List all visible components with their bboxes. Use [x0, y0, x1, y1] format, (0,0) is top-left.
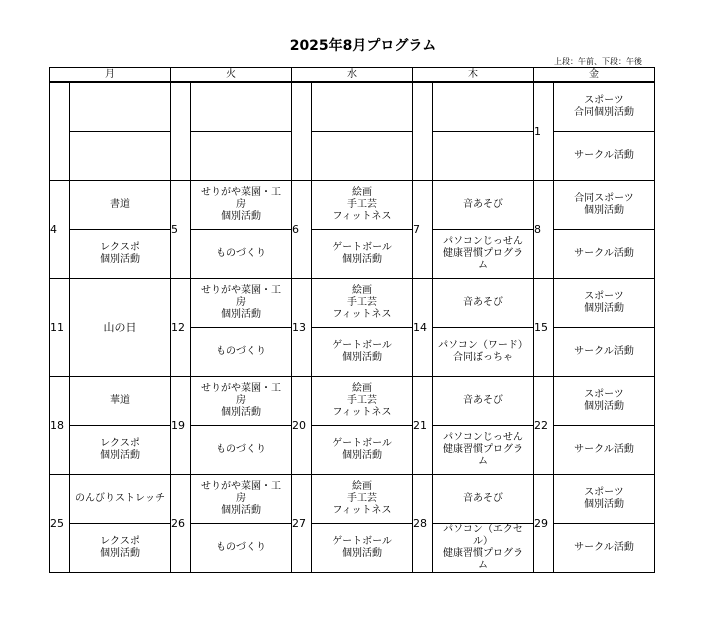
day-number: 27: [292, 475, 312, 573]
day-number: 28: [413, 475, 433, 573]
activity-pm-wed: ゲートボール 個別活動: [312, 230, 413, 279]
activity-am-tue: [191, 82, 292, 132]
activity-pm-thu: [433, 132, 534, 181]
weekday-header-tue: 火: [171, 68, 292, 83]
week-row-am: [50, 475, 655, 524]
week-row-pm: [50, 524, 655, 573]
day-number: 18: [50, 377, 70, 475]
activity-pm-fri: サークル活動: [554, 328, 655, 377]
activity-pm-fri: サークル活動: [554, 132, 655, 181]
activity-am-wed: 絵画 手工芸 フィットネス: [312, 377, 413, 426]
activity-am-fri: スポーツ 個別活動: [554, 279, 655, 328]
week-row-pm: [50, 230, 655, 279]
activity-am-fri: スポーツ 合同個別活動: [554, 82, 655, 132]
activity-am-thu: 音あそび: [433, 475, 534, 524]
day-number: 14: [413, 279, 433, 377]
day-number: 11: [50, 279, 70, 377]
day-number: 13: [292, 279, 312, 377]
weekday-header-thu: 木: [413, 68, 534, 83]
weekday-header-wed: 水: [292, 68, 413, 83]
page-title: 2025年8月プログラム: [289, 38, 437, 54]
activity-pm-thu: パソコンじっせん 健康習慣プログラ ム: [433, 426, 534, 475]
activity-pm-tue: ものづくり: [191, 230, 292, 279]
session-note: 上段：午前、下段：午後: [554, 57, 642, 66]
activity-pm-tue: ものづくり: [191, 426, 292, 475]
day-number: [50, 82, 70, 181]
day-number: 22: [534, 377, 554, 475]
day-number: 25: [50, 475, 70, 573]
week-row-am: [50, 279, 655, 328]
activity-am-fri: スポーツ 個別活動: [554, 377, 655, 426]
activity-am-tue: せりがや菜園・工 房 個別活動: [191, 181, 292, 230]
day-number: 5: [171, 181, 191, 279]
activity-am-fri: 合同スポーツ 個別活動: [554, 181, 655, 230]
day-number: 4: [50, 181, 70, 279]
week-row-pm: [50, 132, 655, 181]
activity-am-thu: [433, 82, 534, 132]
activity-am-tue: せりがや菜園・工 房 個別活動: [191, 475, 292, 524]
activity-pm-thu: パソコン（ワード） 合同ぼっちゃ: [433, 328, 534, 377]
day-number: [171, 82, 191, 181]
activity-am-wed: 絵画 手工芸 フィットネス: [312, 475, 413, 524]
activity-pm-wed: ゲートボール 個別活動: [312, 426, 413, 475]
activity-am-mon: のんびりストレッチ: [70, 475, 171, 524]
activity-am-mon: 華道: [70, 377, 171, 426]
activity-pm-wed: ゲートボール 個別活動: [312, 328, 413, 377]
activity-pm-fri: サークル活動: [554, 426, 655, 475]
week-row-pm: [50, 426, 655, 475]
activity-am-thu: 音あそび: [433, 377, 534, 426]
day-number: 21: [413, 377, 433, 475]
day-number: 8: [534, 181, 554, 279]
day-number: 15: [534, 279, 554, 377]
activity-am-wed: [312, 82, 413, 132]
activity-am-mon: 書道: [70, 181, 171, 230]
week-row-am: [50, 82, 655, 132]
activity-pm-tue: ものづくり: [191, 524, 292, 573]
activity-am-thu: 音あそび: [433, 279, 534, 328]
day-number: 12: [171, 279, 191, 377]
activity-pm-thu: パソコンじっせん 健康習慣プログラ ム: [433, 230, 534, 279]
day-number: [413, 82, 433, 181]
week-row-am: [50, 377, 655, 426]
weekday-header-mon: 月: [50, 68, 171, 83]
activity-pm-mon: レクスポ 個別活動: [70, 524, 171, 573]
activity-pm-fri: サークル活動: [554, 230, 655, 279]
activity-pm-wed: ゲートボール 個別活動: [312, 524, 413, 573]
activity-pm-mon: レクスポ 個別活動: [70, 426, 171, 475]
activity-pm-wed: [312, 132, 413, 181]
activity-am-wed: 絵画 手工芸 フィットネス: [312, 279, 413, 328]
activity-am-wed: 絵画 手工芸 フィットネス: [312, 181, 413, 230]
activity-pm-tue: ものづくり: [191, 328, 292, 377]
activity-pm-mon: [70, 132, 171, 181]
activity-am-thu: 音あそび: [433, 181, 534, 230]
activity-am-mon: [70, 82, 171, 132]
activity-pm-fri: サークル活動: [554, 524, 655, 573]
day-number: 6: [292, 181, 312, 279]
day-number: [292, 82, 312, 181]
day-number: 20: [292, 377, 312, 475]
activity-pm-mon: レクスポ 個別活動: [70, 230, 171, 279]
calendar-body: [50, 82, 655, 573]
weekday-header-fri: 金: [534, 68, 655, 83]
activity-pm-thu: パソコン（エクセ ル） 健康習慣プログラ ム: [433, 524, 534, 573]
holiday-label: 山の日: [70, 279, 171, 377]
activity-am-tue: せりがや菜園・工 房 個別活動: [191, 377, 292, 426]
activity-am-tue: せりがや菜園・工 房 個別活動: [191, 279, 292, 328]
day-number: 29: [534, 475, 554, 573]
program-calendar: [49, 67, 655, 573]
weekday-header-row: [50, 68, 655, 83]
activity-am-fri: スポーツ 個別活動: [554, 475, 655, 524]
day-number: 1: [534, 82, 554, 181]
day-number: 19: [171, 377, 191, 475]
day-number: 26: [171, 475, 191, 573]
week-row-am: [50, 181, 655, 230]
activity-pm-tue: [191, 132, 292, 181]
day-number: 7: [413, 181, 433, 279]
